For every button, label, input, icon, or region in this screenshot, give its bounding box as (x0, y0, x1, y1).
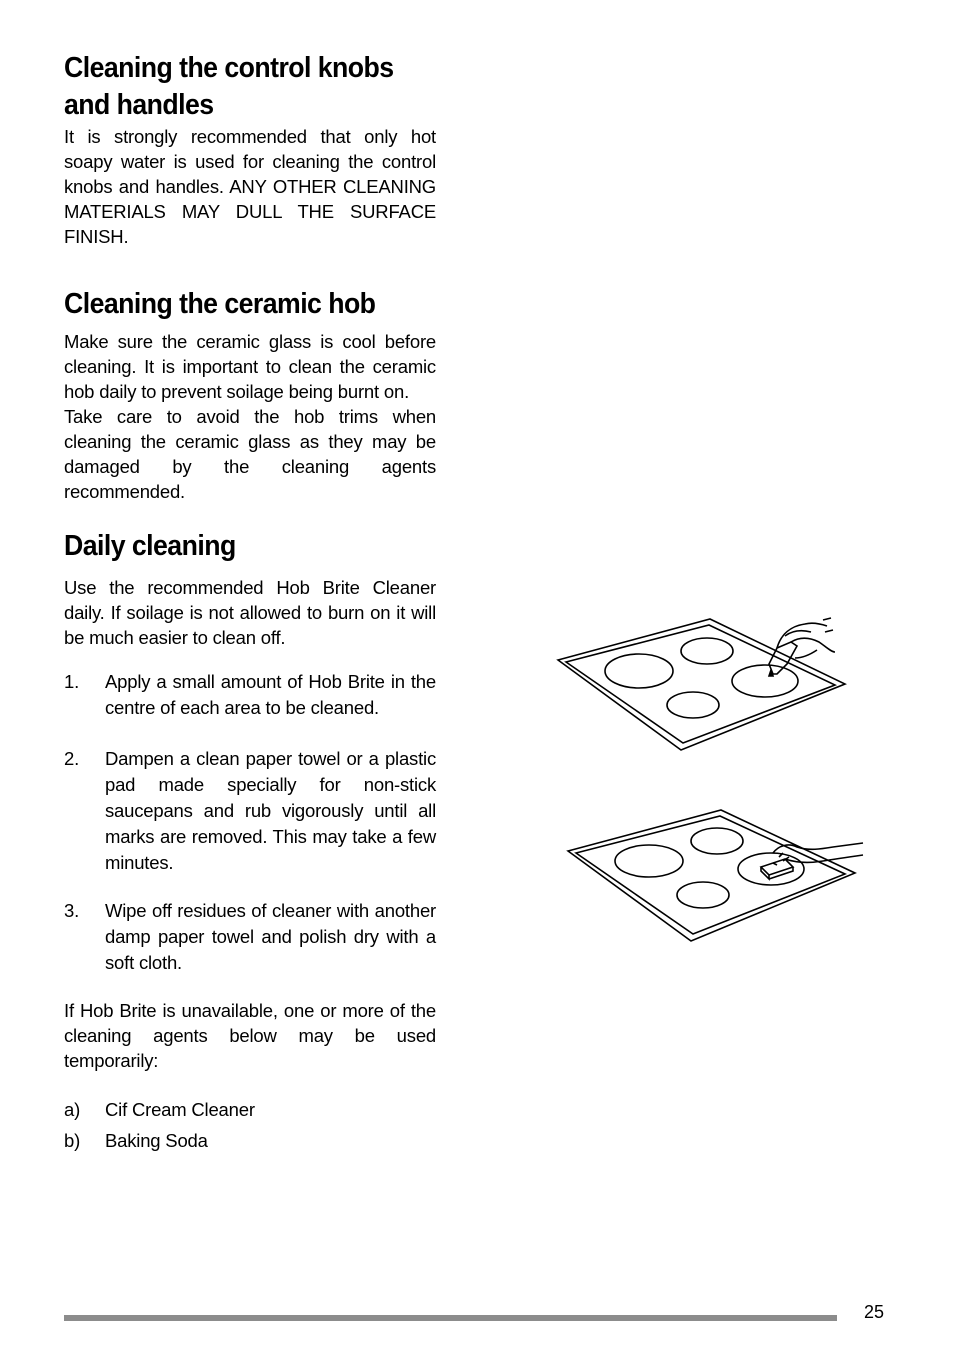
hob-rubbing-pad-illustration (565, 805, 865, 947)
agent-a-label: a) (64, 1099, 81, 1120)
heading-daily-cleaning: Daily cleaning (64, 530, 236, 562)
hob-zone-rear-right (681, 638, 733, 664)
agent-a (64, 1097, 436, 1123)
heading-knobs (64, 50, 440, 124)
page-number: 25 (864, 1302, 885, 1322)
step-2-number: 2. (64, 748, 80, 769)
step-2 (64, 746, 436, 876)
main-column (64, 50, 436, 1154)
heading-knobs-line1: Cleaning the control knobs (64, 52, 394, 84)
agent-b-text: Baking Soda (105, 1130, 208, 1151)
alternatives-intro: If Hob Brite is unavailable, one or more of the cleaning agents below may be used temporarily: (64, 1000, 436, 1071)
hob-zone-large-right (732, 665, 798, 697)
hob2-zone-front (677, 882, 729, 908)
hob-para-2: Take care to avoid the hob trims when cleaning the ceramic glass as they may be damaged by the cleaning agents recommended. (64, 406, 436, 502)
hob-para-1: Make sure the ceramic glass is cool before cleaning. It is important to clean the ceramic hob daily to prevent soilage being burnt on. (64, 331, 436, 402)
heading-knobs-line2: and handles (64, 89, 214, 121)
knobs-body: It is strongly recommended that only hot soapy water is used for cleaning the control knobs and handles. ANY OTHER CLEANING MATERIALS MAY DULL THE SURFACE FINISH. (64, 126, 436, 247)
step-2-text: Dampen a clean paper towel or a plastic pad made specially for non-stick saucepans and rub vigorously until all marks are removed. This may take a few minutes. (105, 748, 436, 873)
hob2-glass-edge (576, 816, 845, 934)
hob-glass-edge (566, 625, 835, 743)
hob2-outer-frame (568, 810, 855, 941)
hob-applying-cleaner-illustration (555, 612, 855, 757)
step-1-text: Apply a small amount of Hob Brite in the centre of each area to be cleaned. (105, 671, 436, 718)
step-3-text: Wipe off residues of cleaner with another damp paper towel and polish dry with a soft cloth. (105, 900, 436, 973)
step-3 (64, 898, 436, 976)
hob-zone-front (667, 692, 719, 718)
agent-a-text: Cif Cream Cleaner (105, 1099, 255, 1120)
hand-with-pad-icon (761, 843, 863, 879)
hob2-zone-rear-right (691, 828, 743, 854)
hob-zone-large-left (605, 654, 673, 688)
heading-ceramic-hob: Cleaning the ceramic hob (64, 288, 376, 320)
step-3-number: 3. (64, 900, 80, 921)
footer-bar (64, 1315, 837, 1321)
agent-b-label: b) (64, 1130, 81, 1151)
hob2-zone-large-right (738, 853, 804, 885)
daily-intro: Use the recommended Hob Brite Cleaner daily. If soilage is not allowed to burn on it will be much easier to clean off. (64, 577, 436, 648)
hand-with-bottle-icon (769, 618, 835, 676)
step-1 (64, 669, 436, 721)
step-1-number: 1. (64, 671, 80, 692)
agent-b (64, 1128, 436, 1154)
hob2-zone-large-left (615, 845, 683, 877)
